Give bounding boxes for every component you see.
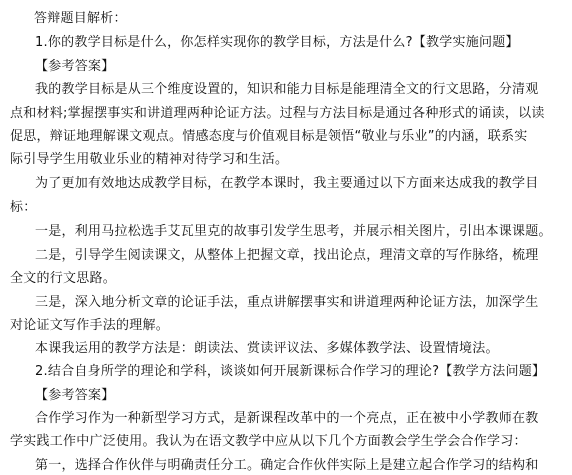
answer-1-line: 我的教学目标是从三个维度设置的，知识和能力目标是能理清全文的行文思路，分清观 (35, 82, 539, 97)
answer-2-line: 学实践工作中广泛使用。我认为在语文教学中应从以下几个方面教会学生学会合作学习： (10, 434, 527, 449)
answer-2-line: 合作学习作为一种新型学习方式，是新课程改革中的一个亮点，正在被中小学教师在教 (35, 411, 539, 426)
answer-1-line: 为了更加有效地达成教学目标，在教学本课时，我主要通过以下方面来达成我的教学目 (35, 176, 539, 191)
answer-1-line: 对论证文写作手法的理解。 (10, 318, 170, 333)
section-heading: 答辩题目解析： (34, 11, 127, 26)
answer-1-line: 一是，利用马拉松选手艾瓦里克的故事引发学生思考，并展示相关图片，引出本课课题。 (35, 224, 552, 239)
answer-1-line: 二是，引导学生阅读课文，从整体上把握文章，找出论点，理清文章的写作脉络，梳理 (35, 248, 539, 263)
answer-1-line: 际引导学生用敬业乐业的精神对待学习和生活。 (10, 152, 289, 167)
answer-2-line: 第一，选择合作伙伴与明确责任分工。确定合作伙伴实际上是建立起合作学习的结构和 (35, 458, 539, 473)
answer-label-1: 【参考答案】 (35, 59, 115, 74)
answer-1-line: 点和材料;掌握摆事实和讲道理两种论证方法。过程与方法目标是通过各种形式的诵读，以读 (10, 106, 545, 121)
question-2: 2.结合自身所学的理论和学科，谈谈如何开展新课标合作学习的理论?【教学方法问题】 (35, 364, 546, 379)
answer-1-line: 标： (10, 200, 37, 215)
answer-1-line: 促思，辩证地理解课文观点。情感态度与价值观目标是领悟“敬业与乐业”的内涵，联系实 (10, 129, 528, 144)
answer-1-line: 三是，深入地分析文章的论证手法，重点讲解摆事实和讲道理两种论证方法，加深学生 (35, 295, 539, 310)
answer-1-line: 全文的行文思路。 (10, 271, 117, 286)
answer-1-line: 本课我运用的教学方法是：朗读法、赏读评议法、多媒体教学法、设置情境法。 (35, 341, 499, 356)
question-1: 1.你的教学目标是什么，你怎样实现你的教学目标，方法是什么?【教学实施问题】 (35, 35, 519, 50)
answer-label-2: 【参考答案】 (35, 388, 115, 403)
